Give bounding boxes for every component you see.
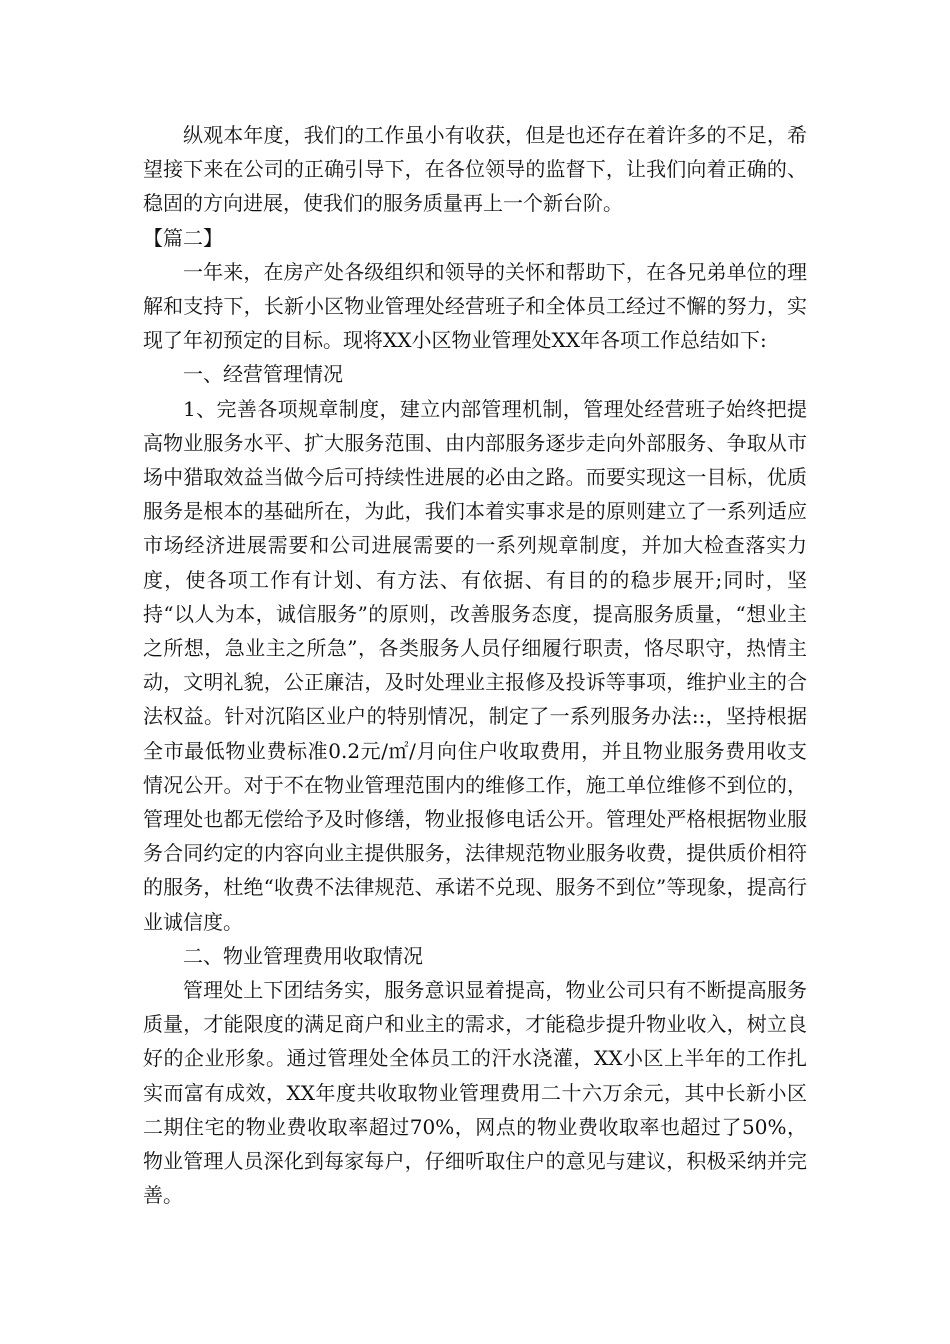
paragraph-intro: 一年来，在房产处各级组织和领导的关怀和帮助下，在各兄弟单位的理解和支持下，长新小区物业管理处经营班子和全体员工经过不懈的努力，实现了年初预定的目标。现将XX小区物业管理处XX年各项工作总结如下: (143, 259, 807, 353)
subheading-operations-management: 一、经营管理情况 (183, 362, 343, 387)
paragraph-rules-and-regulations: 1、完善各项规章制度，建立内部管理机制，管理处经营班子始终把提高物业服务水平、扩大服务范围、由内部服务逐步走向外部服务、争取从市场中猎取效益当做今后可持续性进展的必由之路。而要实现这一目标，优质服务是根本的基础所在，为此，我们本着实事求是的原则建立了一系列适应市场经济进展需要和公司进展需要的一系列规章制度，并加大检查落实力度，使各项工作有计划、有方法、有依据、有目的的稳步展开;同时，坚持“以人为本，诚信服务”的原则，改善服务态度，提高服务质量，“想业主之所想，急业主之所急”，各类服务人员仔细履行职责，恪尽职守，热情主动，文明礼貌，公正廉洁，及时处理业主报修及投诉等事项，维护业主的合法权益。针对沉陷区业户的特别情况，制定了一系列服务办法::，坚持根据全市最低物业费标准0.2元/㎡/月向住户收取费用，并且物业服务费用收支情况公开。对于不在物业管理范围内的维修工作，施工单位维修不到位的，管理处也都无偿给予及时修缮，物业报修电话公开。管理处严格根据物业服务合同约定的内容向业主提供服务，法律规范物业服务收费，提供质价相符的服务，杜绝“收费不法律规范、承诺不兑现、服务不到位”等现象，提高行业诚信度。 (143, 396, 807, 934)
document-body (143, 118, 807, 1213)
subheading-fee-collection: 二、物业管理费用收取情况 (183, 943, 423, 968)
paragraph-conclusion: 纵观本年度，我们的工作虽小有收获，但是也还存在着许多的不足，希望接下来在公司的正确引导下，在各位领导的监督下，让我们向着正确的、稳固的方向进展，使我们的服务质量再上一个新台阶。 (143, 123, 807, 216)
paragraph-fee-collection: 管理处上下团结务实，服务意识显着提高，物业公司只有不断提高服务质量，才能限度的满足商户和业主的需求，才能稳步提升物业收入，树立良好的企业形象。通过管理处全体员工的汗水浇灌，XX小区上半年的工作扎实而富有成效，XX年度共收取物业管理费用二十六万余元，其中长新小区二期住宅的物业费收取率超过70%，网点的物业费收取率也超过了50%，物业管理人员深化到每家每户，仔细听取住户的意见与建议，积极采纳并完善。 (143, 978, 807, 1208)
section-heading-part-two: 【篇二】 (143, 225, 223, 250)
